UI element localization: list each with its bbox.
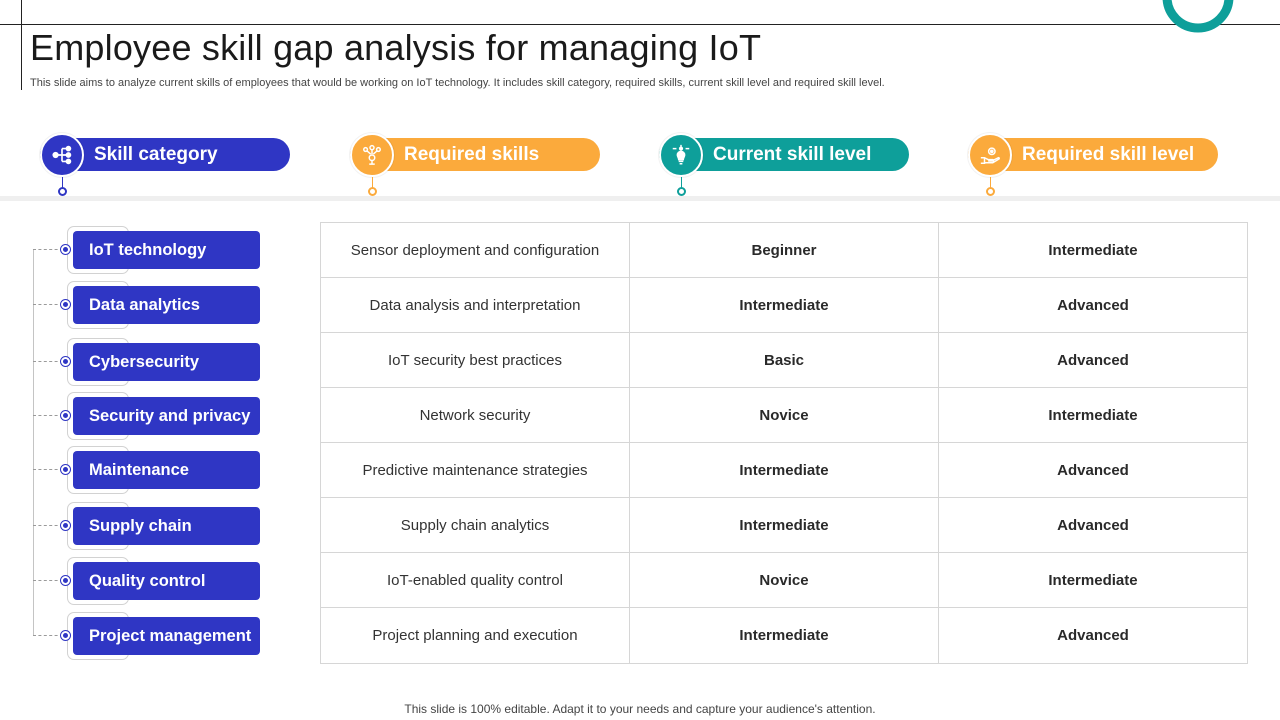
header-dot [986,187,995,196]
category-dot [61,300,70,309]
required-level-cell: Intermediate [1048,571,1138,589]
current-level-cell: Intermediate [630,278,939,332]
current-level-cell: Intermediate [630,443,939,497]
current-level-cell: Beginner [630,223,939,277]
required-level-cell: Advanced [1057,461,1129,479]
current-level-cell: Basic [630,333,939,387]
decorative-ring-icon [1161,0,1235,60]
category-item [0,446,270,494]
category-label: Project management [73,617,260,655]
hierarchy-icon [40,133,84,177]
table-row [321,498,1247,553]
category-dot [61,631,70,640]
required-skill-cell: Project planning and execution [321,608,630,663]
table-row [321,608,1247,663]
category-item [0,612,270,660]
category-item [0,281,270,329]
category-item [0,226,270,274]
skills-table [320,222,1248,664]
category-dot [61,357,70,366]
category-dot [61,521,70,530]
top-rule [0,24,1280,25]
category-item [0,502,270,550]
required-skill-cell: IoT-enabled quality control [321,553,630,607]
required-skill-cell: IoT security best practices [321,333,630,387]
lightbulb-gear-icon [659,133,703,177]
category-item [0,338,270,386]
hand-gear-icon [968,133,1012,177]
connector-dash [33,304,63,305]
category-dot [61,245,70,254]
header-dot [58,187,67,196]
required-skill-cell: Supply chain analytics [321,498,630,552]
header-label: Skill category [94,144,218,165]
required-skill-cell: Network security [321,388,630,442]
category-dot [61,411,70,420]
skills-network-icon [350,133,394,177]
header-label: Current skill level [713,144,872,165]
required-skill-cell: Sensor deployment and configuration [321,223,630,277]
header-label: Required skill level [1022,144,1195,165]
category-label: Security and privacy [73,397,260,435]
page-title: Employee skill gap analysis for managing IoT [30,27,762,68]
category-label: Cybersecurity [73,343,260,381]
required-level-cell: Advanced [1057,351,1129,369]
table-row [321,223,1247,278]
connector-dash [33,525,63,526]
header-dot [677,187,686,196]
required-skill-cell: Data analysis and interpretation [321,278,630,332]
table-row [321,553,1247,608]
category-item [0,557,270,605]
category-label: Quality control [73,562,260,600]
current-level-cell: Intermediate [630,498,939,552]
required-level-cell: Advanced [1057,516,1129,534]
category-label: IoT technology [73,231,260,269]
table-row [321,278,1247,333]
current-level-cell: Novice [630,388,939,442]
page-subtitle: This slide aims to analyze current skills of employees that would be working on IoT technology. It includes skill category, required skills, current skill level and required skill level. [30,77,885,89]
left-accent-line [21,0,22,90]
table-row [321,333,1247,388]
required-level-cell: Advanced [1057,296,1129,314]
header-label: Required skills [404,144,540,165]
table-row [321,388,1247,443]
required-level-cell: Advanced [1057,627,1129,644]
connector-dash [33,469,63,470]
connector-dash [33,635,63,636]
connector-dash [33,361,63,362]
category-label: Data analytics [73,286,260,324]
section-divider-band [0,196,1280,201]
category-dot [61,576,70,585]
current-level-cell: Novice [630,553,939,607]
connector-dash [33,415,63,416]
required-skill-cell: Predictive maintenance strategies [321,443,630,497]
table-row [321,443,1247,498]
current-level-cell: Intermediate [630,608,939,663]
footer-note: This slide is 100% editable. Adapt it to your needs and capture your audience's attention. [404,702,876,716]
category-label: Maintenance [73,451,260,489]
required-level-cell: Intermediate [1048,241,1138,259]
header-dot [368,187,377,196]
required-level-cell: Intermediate [1048,406,1138,424]
category-label: Supply chain [73,507,260,545]
connector-dash [33,249,63,250]
connector-dash [33,580,63,581]
category-dot [61,465,70,474]
category-item [0,392,270,440]
